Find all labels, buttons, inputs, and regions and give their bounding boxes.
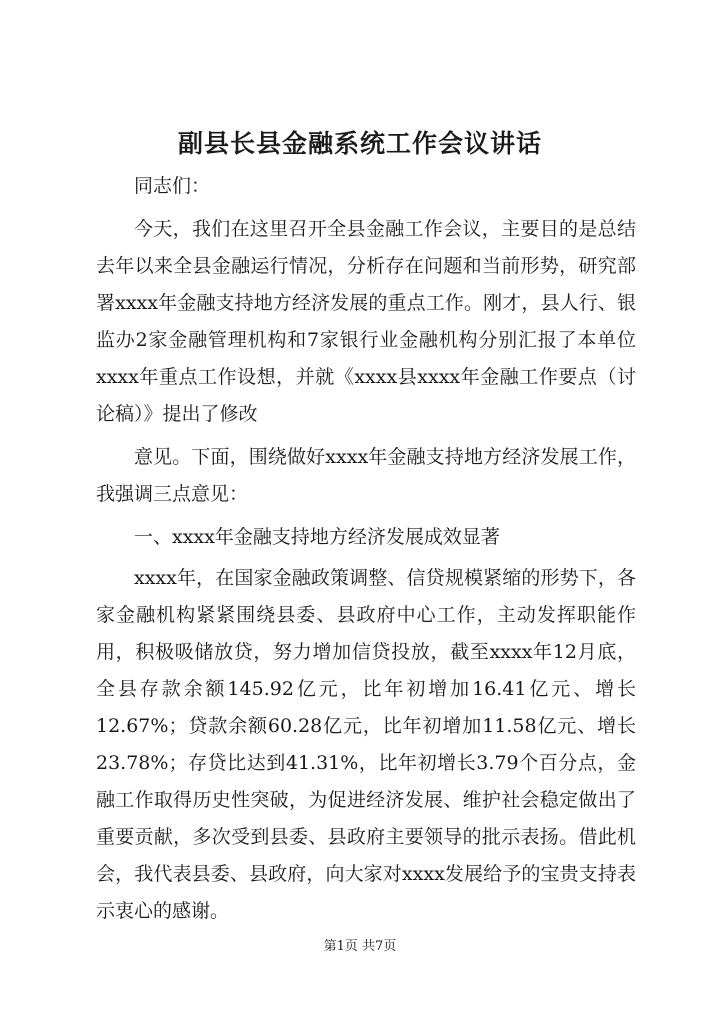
page-footer: 第1页 共7页 [323,939,397,954]
paragraph-opinions: 意见。下面，围绕做好xxxx年金融支持地方经济发展工作，我强调三点意见： [96,446,636,505]
document-body [96,168,636,930]
salutation: 同志们： [134,175,211,197]
section-heading-1: 一、xxxx年金融支持地方经济发展成效显著 [134,526,500,548]
paragraph-achievements: xxxx年，在国家金融政策调整、信贷规模紧缩的形势下，各家金融机构紧紧围绕县委、县政府中心工作，主动发挥职能作用，积极吸储放贷，努力增加信贷投放，截至xxxx年12月底，全县存款余额145.92亿元，比年初增加16.41亿元、增长12.67%；贷款余额60.28亿元，比年初增加11.58亿元、增长23.78%；存贷比达到41.31%，比年初增长3.79个百分点，金融工作取得历史性突破，为促进经济发展、维护社会稳定做出了重要贡献，多次受到县委、县政府主要领导的批示表扬。借此机会，我代表县委、县政府，向大家对xxxx发展给予的宝贵支持表示衷心的感谢。 [96,567,636,922]
page-title: 副县长县金融系统工作会议讲话 [177,129,542,158]
paragraph-intro: 今天，我们在这里召开全县金融工作会议，主要目的是总结去年以来全县金融运行情况，分析存在问题和当前形势，研究部署xxxx年金融支持地方经济发展的重点工作。刚才，县人行、银监办2家金融管理机构和7家银行业金融机构分别汇报了本单位xxxx年重点工作设想，并就《xxxx县xxxx年金融工作要点（讨论稿）》提出了修改 [96,218,636,425]
